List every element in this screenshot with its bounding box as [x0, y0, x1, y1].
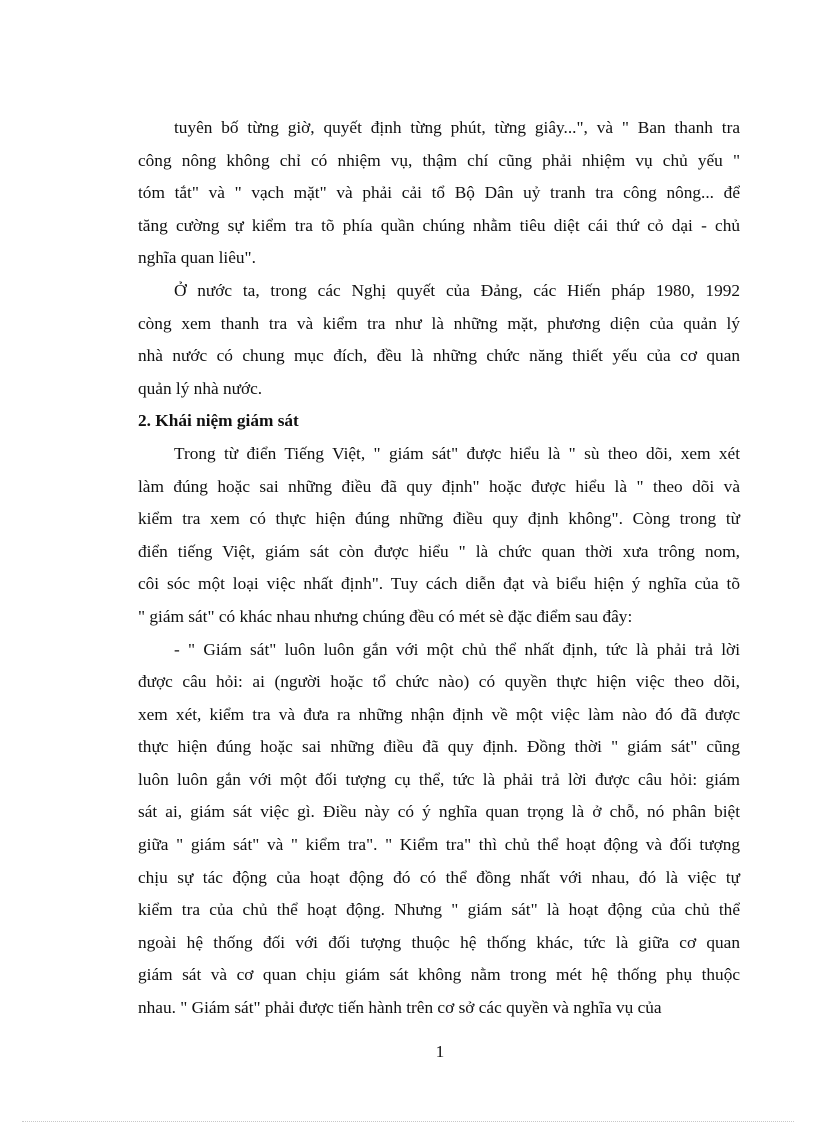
page-number: 1 [435, 1042, 445, 1061]
text-line: nhau. " Giám sát" phải được tiến hành trên cơ sở các quyền và nghĩa vụ của [138, 998, 662, 1018]
text-line: điển tiếng Việt, giám sát còn được hiểu " là chức quan thời xưa trông nom, [138, 541, 740, 561]
text-line: nhà nước có chung mục đích, đều là những chức năng thiết yếu của cơ quan [138, 346, 740, 366]
text-line: làm đúng hoặc sai những điều đã quy định" hoặc được hiểu là " theo dõi và [138, 476, 740, 496]
text-line: thực hiện đúng hoặc sai những điều đã quy định. Đồng thời " giám sát" cũng [138, 737, 740, 757]
text-line: còng xem thanh tra và kiểm tra như là những mặt, phương diện của quản lý [138, 313, 740, 333]
text-line: - " Giám sát" luôn luôn gắn với một chủ thể nhất định, tức là phải trả lời [174, 639, 740, 659]
text-line: công nông không chỉ có nhiệm vụ, thậm chí cũng phải nhiệm vụ chủ yếu " [138, 150, 740, 170]
text-line: luôn luôn gắn với một đối tượng cụ thể, tức là phải trả lời được câu hỏi: giám [138, 769, 740, 789]
text-line: chịu sự tác động của hoạt động đó có thể đồng nhất với nhau, đó là việc tự [138, 867, 740, 887]
text-line: quản lý nhà nước. [138, 378, 263, 398]
text-line: tăng cường sự kiểm tra tõ phía quần chúng nhằm tiêu diệt cái thứ cỏ dại - chủ [138, 215, 740, 235]
text-line: côi sóc một loại việc nhất định". Tuy cách diễn đạt và biểu hiện ý nghĩa của tõ [138, 574, 740, 594]
body-text [138, 112, 740, 1025]
text-line: " giám sát" có khác nhau nhưng chúng đều có mét sè đặc điểm sau đây: [138, 606, 633, 626]
text-line: giữa " giám sát" và " kiểm tra". " Kiểm tra" thì chủ thể hoạt động và đối tượng [138, 835, 740, 855]
text-line: kiểm tra của chủ thể hoạt động. Nhưng " giám sát" là hoạt động của chủ thể [138, 900, 740, 920]
text-line: xem xét, kiểm tra và đưa ra những nhận định về một việc làm nào đó đã được [138, 704, 740, 724]
text-line: giám sát và cơ quan chịu giám sát không nằm trong mét hệ thống phụ thuộc [138, 965, 740, 985]
text-line: nghĩa quan liêu". [138, 248, 256, 268]
page-bottom-divider [22, 1121, 794, 1122]
text-line: tuyên bố từng giờ, quyết định từng phút, từng giây...", và " Ban thanh tra [174, 118, 740, 137]
text-line: sát ai, giám sát việc gì. Điều này có ý nghĩa quan trọng là ở chỗ, nó phân biệt [138, 802, 740, 822]
text-line: được câu hỏi: ai (người hoặc tổ chức nào) có quyền thực hiện việc theo dõi, [138, 672, 740, 692]
text-line: ngoài hệ thống đối với đối tượng thuộc hệ thống khác, tức là giữa cơ quan [138, 932, 740, 952]
text-line: Ở nước ta, trong các Nghị quyết của Đảng, các Hiến pháp 1980, 1992 [174, 280, 740, 300]
text-line: kiểm tra xem có thực hiện đúng những điều quy định không". Còng trong từ [138, 509, 740, 529]
text-line: tóm tắt" và " vạch mặt" và phải cải tổ Bộ Dân uỷ tranh tra công nông... để [138, 183, 740, 203]
section-heading: 2. Khái niệm giám sát [138, 411, 299, 431]
text-line: Trong từ điển Tiếng Việt, " giám sát" được hiểu là " sù theo dõi, xem xét [174, 443, 740, 463]
